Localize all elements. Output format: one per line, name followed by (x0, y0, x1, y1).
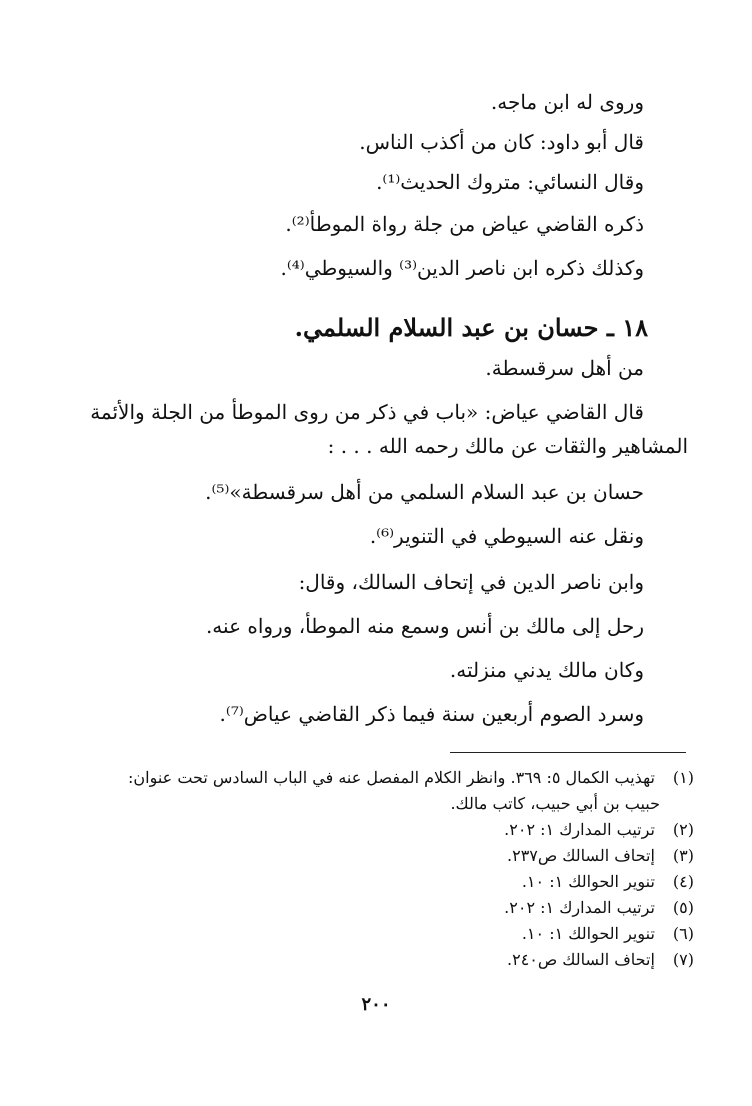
footnote-text: ترتيب المدارك ١: ٢٠٢. (504, 898, 655, 917)
footnote (60, 896, 694, 920)
body-line: وكذلك ذكره ابن ناصر الدين⁽³⁾ والسيوطي⁽⁴⁾. (280, 256, 644, 280)
body-line: ذكره القاضي عياض من جلة رواة الموطأ⁽²⁾. (285, 212, 644, 236)
entry-line: قال القاضي عياض: «باب في ذكر من روى الموطأ من الجلة والأئمة (90, 400, 644, 424)
entry-line: ونقل عنه السيوطي في التنوير⁽⁶⁾. (369, 524, 644, 548)
footnote-mark: (٤) (672, 872, 694, 891)
footnote-text: إتحاف السالك ص٢٤٠. (507, 950, 655, 969)
footnote (60, 948, 694, 972)
footnote-text: تنوير الحوالك ١: ١٠. (521, 924, 655, 943)
footnote-mark: (٣) (672, 846, 694, 865)
footnote-text: حبيب بن أبي حبيب، كاتب مالك. (450, 794, 660, 813)
footnote (60, 766, 694, 790)
entry-title: حسان بن عبد السلام السلمي. (294, 313, 599, 342)
entry-line: وسرد الصوم أربعين سنة فيما ذكر القاضي عياض⁽⁷⁾. (219, 702, 644, 726)
body-line: وقال النسائي: متروك الحديث⁽¹⁾. (376, 170, 644, 194)
entry-line: رحل إلى مالك بن أنس وسمع منه الموطأ، ورواه عنه. (205, 614, 644, 638)
footnote-mark: (٢) (672, 820, 694, 839)
footnote (60, 844, 694, 868)
footnote (60, 922, 694, 946)
entry-line: حسان بن عبد السلام السلمي من أهل سرقسطة»⁽⁵⁾. (205, 480, 644, 504)
entry-line: وابن ناصر الدين في إتحاف السالك، وقال: (298, 570, 644, 594)
footnote-mark: (٧) (672, 950, 694, 969)
footnote (60, 818, 694, 842)
footnote (60, 792, 660, 816)
entry-number: ١٨ ـ (606, 313, 648, 342)
entry-line: من أهل سرقسطة. (485, 356, 644, 380)
footnote-divider (450, 752, 686, 753)
footnote-text: ترتيب المدارك ١: ٢٠٢. (504, 820, 655, 839)
footnote-mark: (٦) (672, 924, 694, 943)
footnote-mark: (١) (672, 768, 694, 787)
footnote-mark: (٥) (672, 898, 694, 917)
footnote-text: تنوير الحوالك ١: ١٠. (521, 872, 655, 891)
footnote-text: تهذيب الكمال ٥: ٣٦٩. وانظر الكلام المفصل عنه في الباب السادس تحت عنوان: (128, 768, 655, 787)
footnote-text: إتحاف السالك ص٢٣٧. (507, 846, 655, 865)
entry-heading (60, 312, 648, 344)
body-line: قال أبو داود: كان من أكذب الناس. (359, 130, 644, 154)
entry-line: وكان مالك يدني منزلته. (449, 658, 644, 682)
footnote (60, 870, 694, 894)
body-line: وروى له ابن ماجه. (490, 90, 644, 114)
entry-line: المشاهير والثقات عن مالك رحمه الله . . . : (327, 434, 688, 458)
page-number: ٢٠٠ (361, 994, 391, 1015)
